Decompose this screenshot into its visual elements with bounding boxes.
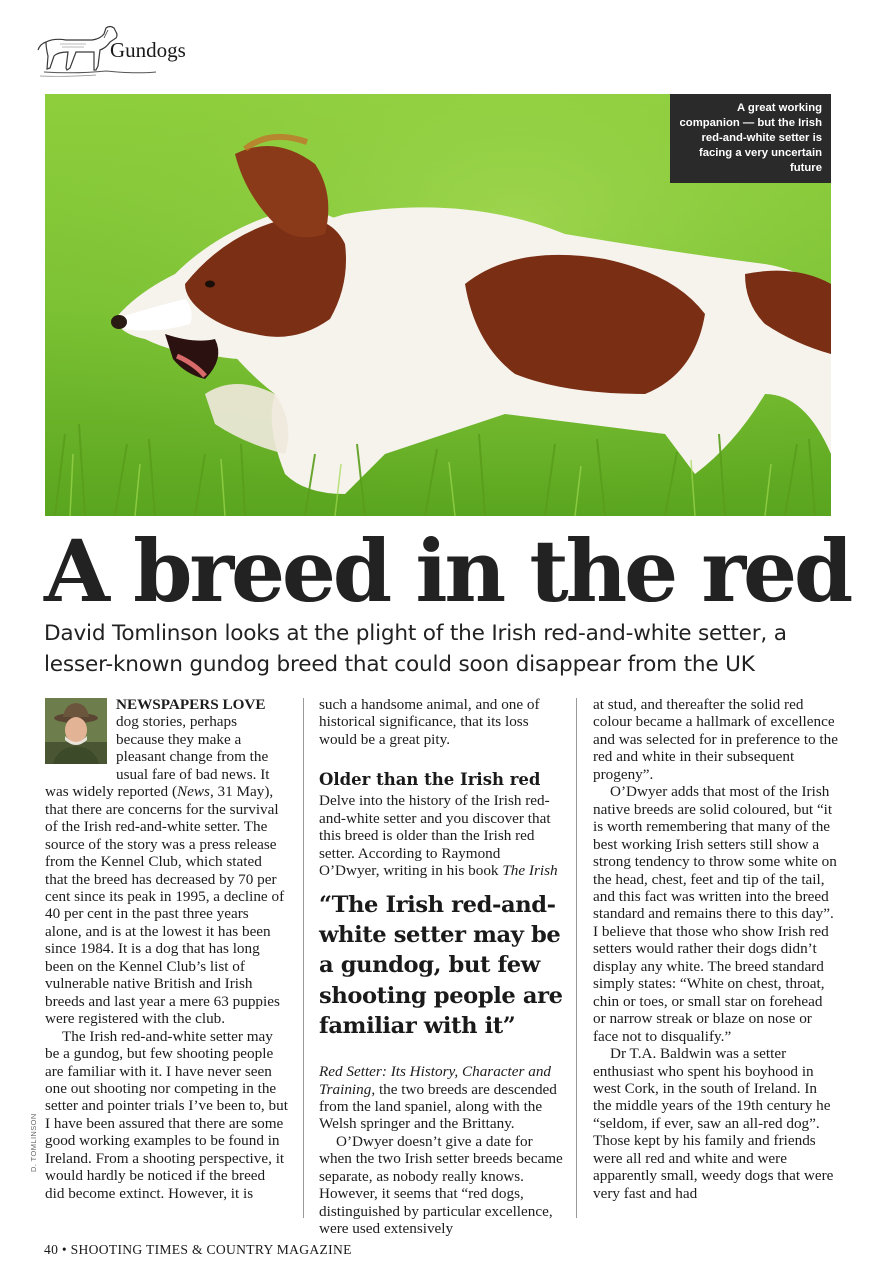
subheading: Older than the Irish red [319,770,541,790]
body-paragraph: The Irish red-and-white setter may be a gundog, but few shooting people are familiar with it. I have never seen one out shooting nor competing in the setter and pointer trials I’ve been to, but I have been assured that there are some good working examples to be found in Ireland. From a shooting perspective, it would hardly be noticed if the breed did become extinct. However, it is [45,1027,288,1202]
article-column-1 [45,696,288,1202]
column-rule [303,698,304,1218]
body-paragraph: at stud, and thereafter the solid red colour became a hallmark of excellence and was selected for in preference to the red and white in their subsequent progeny”. [593,696,838,783]
body-text: , the two breeds are descended from the land spaniel, along with the Welsh springer and the Brittany. [319,1080,557,1133]
hero-photo [45,94,831,516]
article-column-2 [319,696,564,1238]
pull-quote: “The Irish red-and-white setter may be a gundog, but few shooting people are familiar with it” [319,891,563,1039]
body-paragraph: O’Dwyer doesn’t give a date for when the two Irish setter breeds became separate, as nobody really knows. However, it seems that “red dogs, distinguished by particular excellence, were used extensively [319,1132,563,1238]
section-label: Gundogs [110,38,186,62]
photo-credit: D. TOMLINSON [29,1113,38,1172]
body-text: , 31 May), that there are concerns for the survival of the Irish red-and-white setter. The source of the story was a press release from the Kennel Club, which stated that the breed has decreased by 70 per cent since its peak in 1995, a decline of 40 per cent in the past three years alone, and is at the lowest it has been since 1984. It is a dog that has long been on the Kennel Club’s list of vulnerable native British and Irish breeds and last year a mere 63 puppies were registered with the club. [45,783,285,1028]
lead-in: NEWSPAPERS LOVE [116,696,266,713]
headline: A breed in the red [44,522,851,622]
standfirst: David Tomlinson looks at the plight of the Irish red-and-white setter, a lesser-known gundog breed that could soon disappear from the UK [44,621,787,677]
photo-caption: A great working companion — but the Irish red-and-white setter is facing a very uncertain future [670,94,831,183]
body-italic: Red Setter: Its History, Character and Training [319,1063,552,1098]
column-rule [576,698,577,1218]
body-text: Delve into the history of the Irish red-and-white setter and you discover that this breed is older than the Irish red setter. According to Raymond O’Dwyer, writing in his book [319,792,551,880]
body-text: dog stories, perhaps because they make a pleasant change from the usual fare of bad news. It was widely reported ( [45,713,270,801]
article-column-3 [593,696,838,1202]
body-paragraph: such a handsome animal, and one of historical significance, that its loss would be a great pity. [319,696,540,748]
body-italic: News [177,783,210,801]
page-footer: 40 • SHOOTING TIMES & COUNTRY MAGAZINE [44,1242,352,1257]
author-photo [45,698,107,764]
section-header [36,22,236,82]
body-paragraph: O’Dwyer adds that most of the Irish native breeds are solid coloured, but “it is worth remembering that many of the best working Irish setters still show a strong tendency to throw some white on the head, chest, feet and tip of the tail, and this fact was written into the breed standard and remains there to this day”. I believe that those who show Irish red setters would rather their dogs didn’t display any white. The breed standard simply states: “White on chest, throat, chin or toes, or small star on forehead or narrow streak or blaze on nose or face not to disqualify.” [593,783,837,1045]
body-paragraph: Dr T.A. Baldwin was a setter enthusiast who spent his boyhood in west Cork, in the south of Ireland. In the middle years of the 19th century he “seldom, if ever, saw an all-red dog”. Those kept by his family and friends were all red and white and were apparently small, weedy dogs that were very fast and had [593,1045,834,1202]
body-italic: The Irish [502,862,558,880]
